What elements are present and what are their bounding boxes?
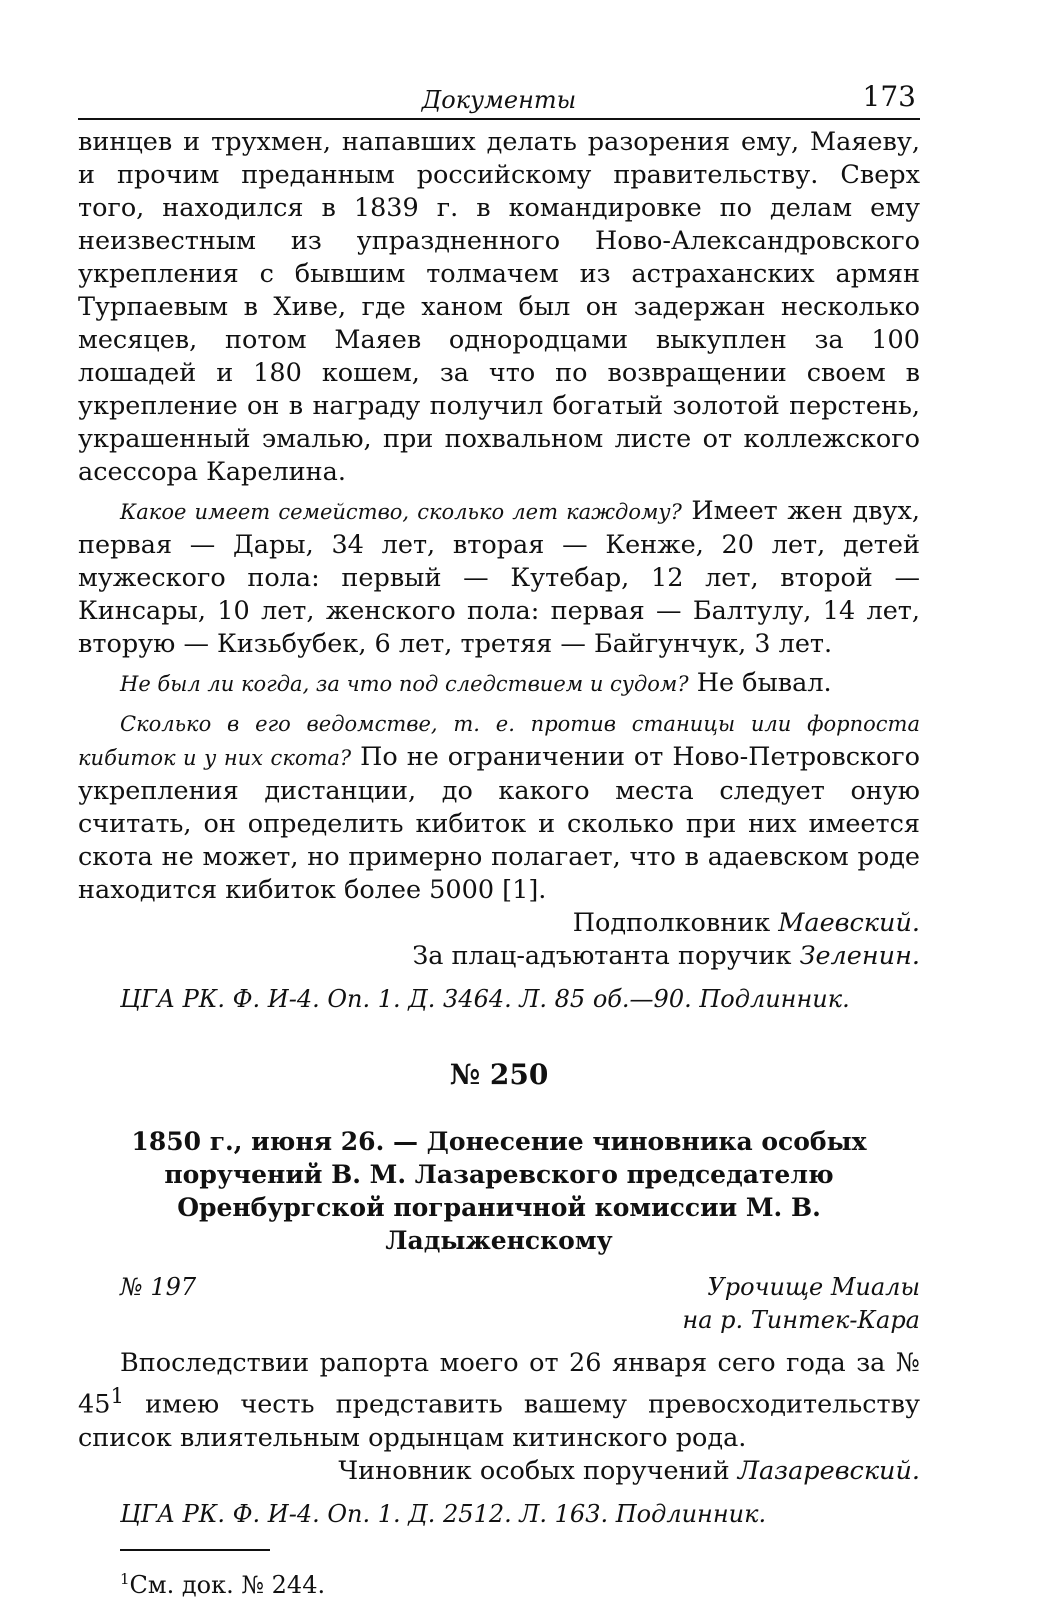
place-of-writing <box>682 1271 920 1337</box>
place-line: на р. Тинтек-Кара <box>682 1306 920 1334</box>
doc249-paragraph-continued: винцев и трухмен, напавших делать разорения ему, Маяеву, и прочим преданным российскому правительству. Сверх того, находился в 1839 г. в командировке по делам ему неизвестным из упраздненного Ново-Александровского укрепления с бывшим толмачем из астраханских армян Турпаевым в Хиве, где ханом был он задержан несколько месяцев, потом Маяев однородцами выкуплен за 100 лошадей и 180 кошем, за что по возвращении своем в укрепление он в награду получил богатый золотой перстень, украшенный эмалью, при похвальном листе от коллежского асессора Карелина. <box>78 127 920 487</box>
body-text: Впоследствии рапорта моего от 26 января сего года за № 45 <box>78 1348 920 1420</box>
document-meta <box>78 1271 920 1337</box>
question-text: Не был ли когда, за что под следствием и судом? <box>120 672 689 696</box>
document-title: 1850 г., июня 26. — Донесение чиновника особых поручений В. М. Лазаревского председателю Оренбургской пограничной комиссии М. В. Ладыженскому <box>131 1127 867 1255</box>
doc249-question-trial <box>78 667 920 701</box>
question-text: Какое имеет семейство, сколько лет каждому? <box>120 500 682 524</box>
signature-adjutant <box>78 940 920 973</box>
question-text: Сколько в его ведомстве, т. е. против станицы или форпоста кибиток и у них скота? <box>78 712 920 770</box>
registration-number: № 197 <box>120 1273 197 1301</box>
body-text-continued: имею честь представить вашему превосходительству список влиятельным ордынцам китинского рода. <box>78 1389 920 1453</box>
answer-text: По не ограничении от Ново-Петровского укрепления дистанции, до какого места следует оную считать, он определить кибиток и сколько при них имеется скота не может, но примерно полагает, что в адаевском роде находится кибиток более 5000 [1]. <box>78 742 921 905</box>
footnote-text: См. док. № 244. <box>129 1570 326 1599</box>
answer-text: Не бывал. <box>688 668 832 698</box>
signature-rank: Чиновник особых поручений <box>338 1455 738 1486</box>
signature-lieutenant-colonel <box>78 907 920 940</box>
archive-reference: ЦГА РК. Ф. И-4. Оп. 1. Д. 3464. Л. 85 об.—90. Подлинник. <box>120 985 850 1013</box>
doc249-question-family <box>78 495 920 661</box>
signature-name: Маевский. <box>778 908 920 938</box>
doc250-body <box>78 1347 920 1455</box>
signature-rank: Подполковник <box>572 908 779 938</box>
footnote-reference: 1 <box>110 1384 124 1409</box>
signature-name: Лазаревский. <box>737 1455 920 1486</box>
signature-rank: За плац-адъютанта поручик <box>412 941 800 971</box>
signature-official <box>78 1455 920 1488</box>
signature-name: Зеленин. <box>799 941 920 971</box>
footnote-divider <box>120 1549 270 1551</box>
footnote-marker: 1 <box>120 1569 130 1588</box>
archive-reference: ЦГА РК. Ф. И-4. Оп. 1. Д. 2512. Л. 163. Подлинник. <box>120 1499 767 1528</box>
document-page <box>78 78 920 1602</box>
footnote <box>120 1563 920 1602</box>
document-number: № 250 <box>449 1058 549 1091</box>
page-header <box>78 78 920 120</box>
page-number: 173 <box>862 80 916 113</box>
answer-text: Имеет жен двух, первая — Дары, 34 лет, вторая — Кенже, 20 лет, детей мужеского пола: первый — Кутебар, 12 лет, второй — Кинсары, 10 лет, женского пола: первая — Балтулу, 14 лет, вторую — Кизьбубек, 6 лет, третяя — Байгунчук, 3 лет. <box>78 496 920 659</box>
doc249-question-households <box>78 707 920 907</box>
place-line: Урочище Миалы <box>707 1273 920 1301</box>
running-title: Документы <box>421 86 577 114</box>
